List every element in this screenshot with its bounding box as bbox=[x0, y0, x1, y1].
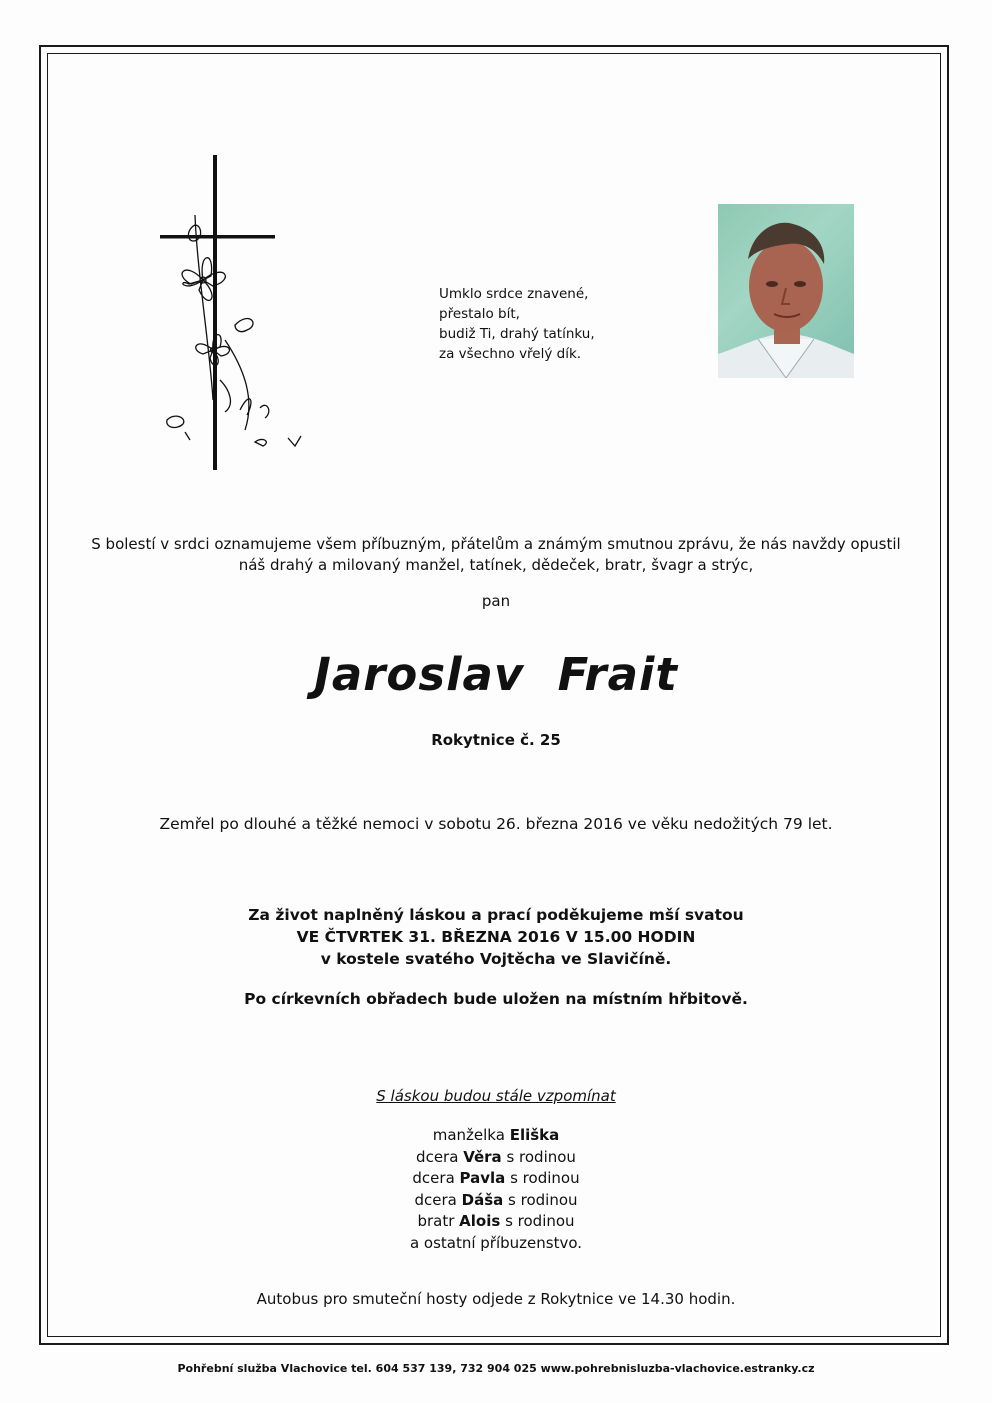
mourner-suffix: s rodinou bbox=[506, 1147, 576, 1166]
mourner-item bbox=[0, 1211, 992, 1233]
mourner-suffix: s rodinou bbox=[505, 1212, 575, 1230]
poem-line: přestalo bít, bbox=[439, 306, 520, 322]
mourner-item bbox=[0, 1168, 992, 1190]
mourner-name: Alois bbox=[459, 1212, 501, 1230]
mourner-item bbox=[0, 1147, 992, 1169]
intro-text bbox=[0, 534, 992, 576]
poem-line: Umklo srdce znavené, bbox=[439, 286, 589, 302]
intro-line: S bolestí v srdci oznamujeme všem příbuzným, přátelům a známým smutnou zprávu, že nás navždy opustil bbox=[91, 535, 901, 553]
mourner-relation: a ostatní příbuzenstvo. bbox=[409, 1233, 583, 1252]
mourner-relation: manželka bbox=[432, 1126, 505, 1144]
mourner-relation: dcera bbox=[416, 1147, 459, 1166]
poem bbox=[439, 284, 659, 364]
mourner-item bbox=[0, 1190, 992, 1212]
mourner-name: Pavla bbox=[459, 1169, 506, 1187]
cross-with-flowers-icon bbox=[155, 150, 315, 480]
mourner-relation: dcera bbox=[412, 1169, 455, 1187]
mourner-item bbox=[0, 1125, 992, 1147]
mourner-name: Věra bbox=[463, 1147, 502, 1166]
mourner-suffix: s rodinou bbox=[510, 1169, 580, 1187]
ceremony-info bbox=[0, 904, 992, 970]
mourners-heading-text: S láskou budou stále vzpomínat bbox=[376, 1087, 616, 1105]
mourner-item bbox=[0, 1233, 992, 1255]
ceremony-line: v kostele svatého Vojtěcha ve Slavičíně. bbox=[320, 950, 672, 968]
mourner-relation: dcera bbox=[414, 1190, 457, 1209]
deceased-name: Jaroslav Frait bbox=[314, 648, 678, 701]
ceremony-line: VE ČTVRTEK 31. BŘEZNA 2016 V 15.00 HODIN bbox=[296, 928, 696, 946]
mourner-name: Eliška bbox=[509, 1126, 560, 1144]
mourner-suffix: s rodinou bbox=[508, 1190, 578, 1209]
poem-line: budiž Ti, drahý tatínku, bbox=[439, 326, 595, 342]
deceased-address: Rokytnice č. 25 bbox=[431, 731, 561, 749]
mourners-list bbox=[0, 1125, 992, 1254]
burial-info: Po církevních obřadech bude uložen na místním hřbitově. bbox=[244, 990, 748, 1008]
footer-contact: Pohřební služba Vlachovice tel. 604 537 139, 732 904 025 www.pohrebnisluzba-vlachovice.estranky.cz bbox=[177, 1362, 815, 1375]
portrait-photo bbox=[718, 204, 854, 378]
mourners-heading bbox=[0, 1087, 992, 1105]
death-notice: Zemřel po dlouhé a těžké nemoci v sobotu 26. března 2016 ve věku nedožitých 79 let. bbox=[159, 815, 833, 833]
bus-info: Autobus pro smuteční hosty odjede z Rokytnice ve 14.30 hodin. bbox=[256, 1290, 736, 1308]
mourner-relation: bratr bbox=[417, 1212, 455, 1230]
intro-line: náš drahý a milovaný manžel, tatínek, dědeček, bratr, švagr a strýc, bbox=[238, 556, 754, 574]
mourner-name: Dáša bbox=[461, 1190, 504, 1209]
poem-line: za všechno vřelý dík. bbox=[439, 346, 582, 362]
salutation: pan bbox=[481, 592, 511, 610]
ceremony-line: Za život naplněný láskou a prací poděkujeme mší svatou bbox=[248, 906, 744, 924]
